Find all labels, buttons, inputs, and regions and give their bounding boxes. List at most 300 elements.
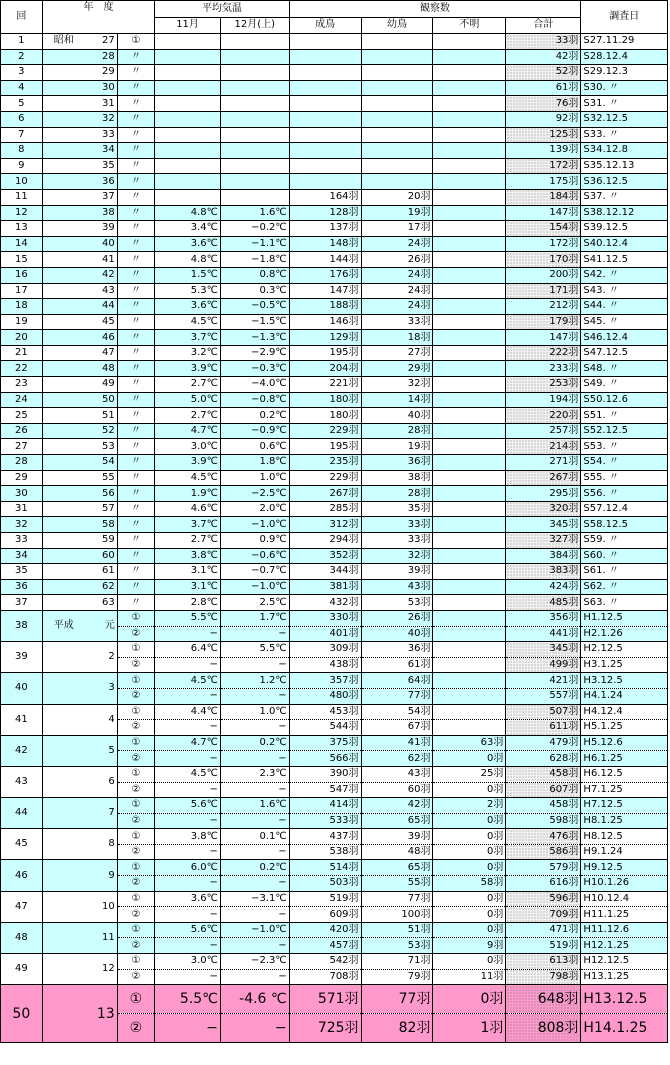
era: [42, 283, 85, 299]
temp-nov: −: [155, 1014, 221, 1043]
temp-nov: 4.8℃: [155, 252, 221, 268]
survey-date: S32.12.5: [581, 111, 668, 127]
survey-mark: ①: [117, 985, 155, 1014]
era: [42, 922, 85, 953]
temp-nov: 4.4℃: [155, 704, 221, 720]
temp-nov: 5.5℃: [155, 610, 221, 626]
survey-date: S62. 〃: [581, 579, 668, 595]
adult-count: 480羽: [289, 688, 361, 704]
era: [42, 470, 85, 486]
young-count: 26羽: [361, 252, 433, 268]
round-number: 34: [1, 548, 43, 564]
survey-mark: ②: [117, 844, 155, 860]
temp-nov: −: [155, 626, 221, 642]
temp-nov: 3.0℃: [155, 439, 221, 455]
total-count: 611羽: [506, 720, 581, 736]
year: 31: [85, 96, 117, 112]
survey-date: S45. 〃: [581, 314, 668, 330]
adult-count: 566羽: [289, 751, 361, 767]
table-row: [1, 470, 668, 486]
total-count: 579羽: [506, 860, 581, 876]
temp-nov: 3.6℃: [155, 236, 221, 252]
era: [42, 65, 85, 81]
table-row: [1, 299, 668, 315]
adult-count: 180羽: [289, 408, 361, 424]
unknown-count: 63羽: [433, 735, 506, 751]
temp-dec: −0.2℃: [220, 221, 289, 237]
round-number: 20: [1, 330, 43, 346]
adult-count: 420羽: [289, 922, 361, 938]
young-count: 28羽: [361, 486, 433, 502]
temp-dec: −1.1℃: [220, 236, 289, 252]
temp-dec: 0.1℃: [220, 829, 289, 845]
header-total: 合計: [506, 17, 581, 34]
survey-date: H7.1.25: [581, 782, 668, 798]
temp-dec: 0.9℃: [220, 533, 289, 549]
total-count: 200羽: [506, 267, 581, 283]
temp-dec: −: [220, 876, 289, 892]
temp-dec: [220, 34, 289, 50]
young-count: [361, 158, 433, 174]
adult-count: 453羽: [289, 704, 361, 720]
table-row: [1, 548, 668, 564]
year: 33: [85, 127, 117, 143]
year: 13: [85, 985, 117, 1043]
round-number: 28: [1, 455, 43, 471]
adult-count: 401羽: [289, 626, 361, 642]
unknown-count: [433, 688, 506, 704]
unknown-count: [433, 579, 506, 595]
unknown-count: [433, 657, 506, 673]
table-body: [1, 34, 668, 1043]
temp-dec: [220, 158, 289, 174]
survey-mark: 〃: [117, 49, 155, 65]
unknown-count: [433, 143, 506, 159]
unknown-count: 0羽: [433, 813, 506, 829]
table-row: [1, 673, 668, 689]
unknown-count: [433, 283, 506, 299]
survey-mark: 〃: [117, 533, 155, 549]
temp-dec: [220, 49, 289, 65]
temp-nov: −: [155, 844, 221, 860]
era: [42, 798, 85, 829]
adult-count: 432羽: [289, 595, 361, 611]
adult-count: 514羽: [289, 860, 361, 876]
total-count: 184羽: [506, 189, 581, 205]
total-count: 613羽: [506, 954, 581, 970]
adult-count: 503羽: [289, 876, 361, 892]
adult-count: 352羽: [289, 548, 361, 564]
temp-nov: 4.6℃: [155, 501, 221, 517]
adult-count: 312羽: [289, 517, 361, 533]
temp-dec: 1.8℃: [220, 455, 289, 471]
survey-mark: ①: [117, 704, 155, 720]
round-number: 6: [1, 111, 43, 127]
table-row: [1, 486, 668, 502]
total-count: 421羽: [506, 673, 581, 689]
survey-date: S43. 〃: [581, 283, 668, 299]
survey-mark: 〃: [117, 361, 155, 377]
round-number: 24: [1, 392, 43, 408]
table-row: [1, 236, 668, 252]
total-count: 271羽: [506, 455, 581, 471]
round-number: 5: [1, 96, 43, 112]
temp-nov: [155, 143, 221, 159]
temp-nov: −: [155, 876, 221, 892]
total-count: 170羽: [506, 252, 581, 268]
header-temp-dec: 12月(上): [220, 17, 289, 34]
total-count: 384羽: [506, 548, 581, 564]
year: 4: [85, 704, 117, 735]
table-row: [1, 205, 668, 221]
year: 49: [85, 377, 117, 393]
unknown-count: [433, 49, 506, 65]
temp-nov: 3.8℃: [155, 829, 221, 845]
era: 平成: [42, 610, 85, 641]
header-young: 幼鳥: [361, 17, 433, 34]
temp-nov: −: [155, 720, 221, 736]
temp-nov: 1.9℃: [155, 486, 221, 502]
adult-count: 195羽: [289, 345, 361, 361]
table-row: [1, 377, 668, 393]
temp-nov: [155, 65, 221, 81]
survey-date: S35.12.13: [581, 158, 668, 174]
adult-count: 188羽: [289, 299, 361, 315]
total-count: 171羽: [506, 283, 581, 299]
unknown-count: [433, 158, 506, 174]
era: [42, 486, 85, 502]
adult-count: [289, 65, 361, 81]
adult-count: 547羽: [289, 782, 361, 798]
year: 59: [85, 533, 117, 549]
temp-nov: 3.1℃: [155, 564, 221, 580]
adult-count: 294羽: [289, 533, 361, 549]
adult-count: 144羽: [289, 252, 361, 268]
temp-nov: [155, 127, 221, 143]
round-number: 23: [1, 377, 43, 393]
total-count: 233羽: [506, 361, 581, 377]
temp-dec: 2.3℃: [220, 766, 289, 782]
unknown-count: [433, 626, 506, 642]
survey-date: S41.12.5: [581, 252, 668, 268]
round-number: 7: [1, 127, 43, 143]
year: 58: [85, 517, 117, 533]
era: [42, 330, 85, 346]
unknown-count: 0羽: [433, 844, 506, 860]
survey-date: H9.1.24: [581, 844, 668, 860]
table-row: [1, 922, 668, 938]
survey-mark: 〃: [117, 595, 155, 611]
era: [42, 860, 85, 891]
survey-mark: 〃: [117, 439, 155, 455]
survey-date: H8.12.5: [581, 829, 668, 845]
young-count: 71羽: [361, 954, 433, 970]
young-count: 39羽: [361, 829, 433, 845]
young-count: 26羽: [361, 610, 433, 626]
young-count: 18羽: [361, 330, 433, 346]
era: [42, 143, 85, 159]
year: 48: [85, 361, 117, 377]
young-count: 41羽: [361, 735, 433, 751]
era: [42, 985, 85, 1043]
temp-dec: −: [220, 813, 289, 829]
survey-mark: 〃: [117, 252, 155, 268]
total-count: 179羽: [506, 314, 581, 330]
adult-count: 708羽: [289, 969, 361, 985]
unknown-count: [433, 533, 506, 549]
era: [42, 174, 85, 190]
round-number: 8: [1, 143, 43, 159]
total-count: 458羽: [506, 798, 581, 814]
young-count: 19羽: [361, 439, 433, 455]
survey-mark: 〃: [117, 158, 155, 174]
survey-date: H11.12.6: [581, 922, 668, 938]
temp-dec: −1.0℃: [220, 517, 289, 533]
temp-nov: 4.5℃: [155, 470, 221, 486]
temp-dec: [220, 96, 289, 112]
total-count: 125羽: [506, 127, 581, 143]
survey-mark: ①: [117, 673, 155, 689]
unknown-count: 2羽: [433, 798, 506, 814]
young-count: 62羽: [361, 751, 433, 767]
temp-nov: 4.7℃: [155, 735, 221, 751]
round-number: 31: [1, 501, 43, 517]
temp-nov: −: [155, 813, 221, 829]
adult-count: 285羽: [289, 501, 361, 517]
total-count: 154羽: [506, 221, 581, 237]
total-count: 808羽: [506, 1014, 581, 1043]
temp-dec: −: [220, 751, 289, 767]
table-row: [1, 345, 668, 361]
survey-date: H5.1.25: [581, 720, 668, 736]
temp-nov: −: [155, 657, 221, 673]
adult-count: [289, 80, 361, 96]
temp-nov: 3.4℃: [155, 221, 221, 237]
temp-nov: 4.8℃: [155, 205, 221, 221]
total-count: 175羽: [506, 174, 581, 190]
temp-dec: −1.0℃: [220, 922, 289, 938]
year: 57: [85, 501, 117, 517]
survey-date: S47.12.5: [581, 345, 668, 361]
total-count: 598羽: [506, 813, 581, 829]
temp-dec: [220, 143, 289, 159]
temp-nov: 1.5℃: [155, 267, 221, 283]
year: 50: [85, 392, 117, 408]
era: [42, 111, 85, 127]
young-count: 28羽: [361, 423, 433, 439]
unknown-count: [433, 236, 506, 252]
year: 53: [85, 439, 117, 455]
round-number: 50: [1, 985, 43, 1043]
temp-nov: 5.0℃: [155, 392, 221, 408]
survey-mark: ①: [117, 829, 155, 845]
survey-date: H4.1.24: [581, 688, 668, 704]
table-row: [1, 766, 668, 782]
temp-nov: 3.6℃: [155, 891, 221, 907]
survey-mark: 〃: [117, 470, 155, 486]
round-number: 12: [1, 205, 43, 221]
year: 63: [85, 595, 117, 611]
young-count: 20羽: [361, 189, 433, 205]
survey-mark: ②: [117, 751, 155, 767]
temp-nov: 3.6℃: [155, 299, 221, 315]
round-number: 4: [1, 80, 43, 96]
unknown-count: [433, 392, 506, 408]
table-row: [1, 174, 668, 190]
young-count: 77羽: [361, 688, 433, 704]
year: 43: [85, 283, 117, 299]
total-count: 356羽: [506, 610, 581, 626]
total-count: 557羽: [506, 688, 581, 704]
survey-mark: 〃: [117, 111, 155, 127]
survey-mark: ①: [117, 891, 155, 907]
year: 2: [85, 642, 117, 673]
temp-dec: 0.2℃: [220, 735, 289, 751]
survey-mark: 〃: [117, 283, 155, 299]
total-count: 507羽: [506, 704, 581, 720]
adult-count: 344羽: [289, 564, 361, 580]
temp-dec: 1.6℃: [220, 205, 289, 221]
era: [42, 533, 85, 549]
table-row: [1, 533, 668, 549]
temp-nov: 4.5℃: [155, 766, 221, 782]
year: 11: [85, 922, 117, 953]
total-count: 42羽: [506, 49, 581, 65]
young-count: 32羽: [361, 548, 433, 564]
young-count: [361, 96, 433, 112]
unknown-count: [433, 377, 506, 393]
temp-nov: −: [155, 782, 221, 798]
total-count: 499羽: [506, 657, 581, 673]
adult-count: [289, 96, 361, 112]
survey-mark: ①: [117, 922, 155, 938]
table-row: [1, 34, 668, 50]
young-count: 33羽: [361, 314, 433, 330]
unknown-count: [433, 408, 506, 424]
round-number: 37: [1, 595, 43, 611]
header-date: 調査日: [581, 1, 668, 34]
round-number: 17: [1, 283, 43, 299]
total-count: 476羽: [506, 829, 581, 845]
survey-mark: 〃: [117, 548, 155, 564]
total-count: 616羽: [506, 876, 581, 892]
temp-dec: −4.0℃: [220, 377, 289, 393]
survey-mark: ②: [117, 626, 155, 642]
temp-nov: [155, 49, 221, 65]
year: 56: [85, 486, 117, 502]
unknown-count: 0羽: [433, 829, 506, 845]
year: 12: [85, 954, 117, 985]
adult-count: 204羽: [289, 361, 361, 377]
era: [42, 954, 85, 985]
survey-date: H3.1.25: [581, 657, 668, 673]
survey-date: S34.12.8: [581, 143, 668, 159]
unknown-count: [433, 361, 506, 377]
adult-count: 571羽: [289, 985, 361, 1014]
young-count: 36羽: [361, 455, 433, 471]
young-count: 40羽: [361, 408, 433, 424]
table-row: [1, 891, 668, 907]
temp-dec: −1.0℃: [220, 579, 289, 595]
round-number: 19: [1, 314, 43, 330]
survey-mark: 〃: [117, 392, 155, 408]
unknown-count: [433, 642, 506, 658]
table-row: [1, 642, 668, 658]
young-count: [361, 65, 433, 81]
year: 51: [85, 408, 117, 424]
table-row: [1, 111, 668, 127]
survey-date: H9.12.5: [581, 860, 668, 876]
year: 36: [85, 174, 117, 190]
round-number: 2: [1, 49, 43, 65]
round-number: 18: [1, 299, 43, 315]
adult-count: 137羽: [289, 221, 361, 237]
survey-date: S54. 〃: [581, 455, 668, 471]
survey-mark: 〃: [117, 267, 155, 283]
table-row: [1, 455, 668, 471]
year: 46: [85, 330, 117, 346]
unknown-count: [433, 65, 506, 81]
survey-mark: ①: [117, 860, 155, 876]
temp-dec: −: [220, 907, 289, 923]
header-obs: 観察数: [289, 1, 581, 18]
temp-nov: 3.7℃: [155, 330, 221, 346]
era: [42, 579, 85, 595]
survey-date: H3.12.5: [581, 673, 668, 689]
survey-mark: 〃: [117, 65, 155, 81]
unknown-count: [433, 517, 506, 533]
table-row: [1, 221, 668, 237]
temp-dec: 2.0℃: [220, 501, 289, 517]
era: [42, 361, 85, 377]
adult-count: 544羽: [289, 720, 361, 736]
era: [42, 377, 85, 393]
young-count: [361, 174, 433, 190]
unknown-count: [433, 314, 506, 330]
total-count: 92羽: [506, 111, 581, 127]
young-count: 42羽: [361, 798, 433, 814]
unknown-count: [433, 704, 506, 720]
adult-count: 519羽: [289, 891, 361, 907]
temp-nov: 4.7℃: [155, 423, 221, 439]
survey-date: S46.12.4: [581, 330, 668, 346]
temp-dec: −0.3℃: [220, 361, 289, 377]
era: [42, 236, 85, 252]
era: [42, 829, 85, 860]
unknown-count: 0羽: [433, 954, 506, 970]
unknown-count: 0羽: [433, 782, 506, 798]
table-row: [1, 127, 668, 143]
unknown-count: [433, 34, 506, 50]
young-count: 35羽: [361, 501, 433, 517]
survey-date: H4.12.4: [581, 704, 668, 720]
year: 34: [85, 143, 117, 159]
temp-dec: −: [220, 720, 289, 736]
survey-mark: 〃: [117, 221, 155, 237]
table-row: [1, 361, 668, 377]
adult-count: 330羽: [289, 610, 361, 626]
year: 38: [85, 205, 117, 221]
adult-count: 457羽: [289, 938, 361, 954]
adult-count: 437羽: [289, 829, 361, 845]
table-row: [1, 423, 668, 439]
adult-count: 128羽: [289, 205, 361, 221]
round-number: 25: [1, 408, 43, 424]
young-count: [361, 34, 433, 50]
year: 10: [85, 891, 117, 922]
year: 37: [85, 189, 117, 205]
young-count: [361, 111, 433, 127]
